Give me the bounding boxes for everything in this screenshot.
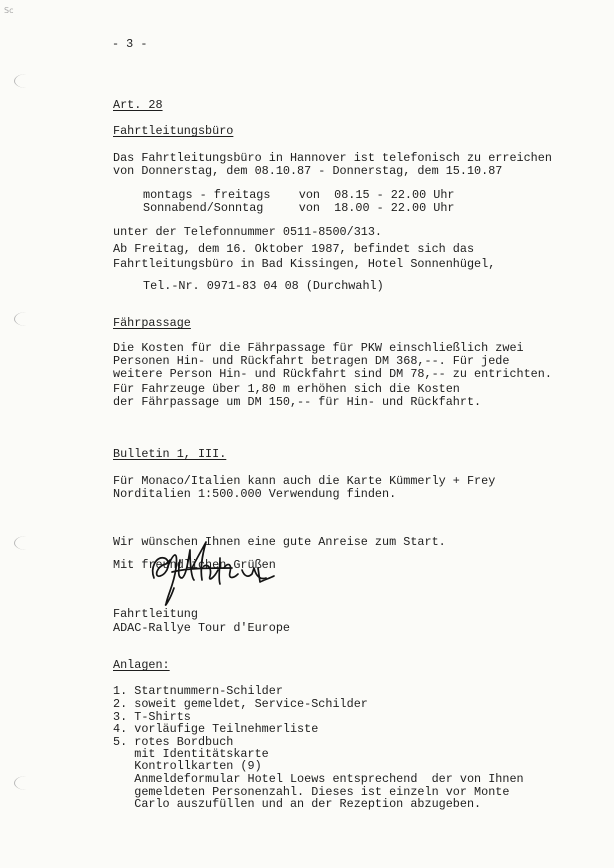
office-hours-line: montags - freitags von 08.15 - 22.00 Uhr: [143, 188, 455, 202]
closing-greeting: Mit freundlichen Grüßen: [113, 558, 276, 572]
attachment-item: 3. T-Shirts: [113, 710, 191, 724]
office-tel: Tel.-Nr. 0971-83 04 08 (Durchwahl): [143, 279, 384, 293]
ferry-text-line: Personen Hin- und Rückfahrt betragen DM 368,--. Für jede: [113, 354, 510, 368]
bulletin-text-line: Norditalien 1:500.000 Verwendung finden.: [113, 487, 397, 501]
corner-mark: Sc: [4, 6, 14, 15]
handwritten-signature: [148, 538, 278, 610]
office-move-line: Ab Freitag, dem 16. Oktober 1987, befindet sich das: [113, 242, 475, 256]
attachment-item: Kontrollkarten (9): [113, 759, 262, 773]
office-heading: Fahrtleitungsbüro: [113, 124, 234, 138]
article-heading: Art. 28: [113, 98, 163, 112]
attachment-item: 1. Startnummern-Schilder: [113, 684, 283, 698]
binder-hole: [14, 312, 39, 326]
signatory-line: Fahrtleitung: [113, 607, 198, 621]
binder-hole: [14, 536, 39, 550]
binder-hole: [14, 776, 39, 790]
office-hours-line: Sonnabend/Sonntag von 18.00 - 22.00 Uhr: [143, 201, 455, 215]
ferry-text-line: Für Fahrzeuge über 1,80 m erhöhen sich die Kosten: [113, 382, 460, 396]
attachments-heading: Anlagen:: [113, 658, 170, 672]
attachment-item: gemeldeten Personenzahl. Dieses ist einzeln vor Monte: [113, 785, 510, 799]
attachment-item: mit Identitätskarte: [113, 747, 269, 761]
ferry-text-line: weitere Person Hin- und Rückfahrt sind DM 78,-- zu entrichten.: [113, 367, 552, 381]
office-intro-line: von Donnerstag, dem 08.10.87 - Donnerstag, dem 15.10.87: [113, 164, 503, 178]
office-phone: unter der Telefonnummer 0511-8500/313.: [113, 225, 383, 239]
ferry-text-line: Die Kosten für die Fährpassage für PKW einschließlich zwei: [113, 341, 524, 355]
bulletin-heading: Bulletin 1, III.: [113, 447, 227, 461]
office-move-line: Fahrtleitungsbüro in Bad Kissingen, Hotel Sonnenhügel,: [113, 257, 496, 271]
bulletin-text-line: Für Monaco/Italien kann auch die Karte Kümmerly + Frey: [113, 474, 496, 488]
ferry-heading: Fährpassage: [113, 316, 191, 330]
attachment-item: Anmeldeformular Hotel Loews entsprechend der von Ihnen: [113, 772, 524, 786]
attachment-item: Carlo auszufüllen und an der Rezeption abzugeben.: [113, 797, 482, 811]
page-number: - 3 -: [112, 37, 148, 51]
signatory-line: ADAC-Rallye Tour d'Europe: [113, 621, 290, 635]
office-intro-line: Das Fahrtleitungsbüro in Hannover ist telefonisch zu erreichen: [113, 151, 552, 165]
ferry-text-line: der Fährpassage um DM 150,-- für Hin- und Rückfahrt.: [113, 395, 482, 409]
attachment-item: 2. soweit gemeldet, Service-Schilder: [113, 697, 368, 711]
closing-wish: Wir wünschen Ihnen eine gute Anreise zum Start.: [113, 535, 446, 549]
attachment-item: 4. vorläufige Teilnehmerliste: [113, 722, 319, 736]
binder-hole: [14, 74, 39, 88]
attachment-item: 5. rotes Bordbuch: [113, 735, 234, 749]
